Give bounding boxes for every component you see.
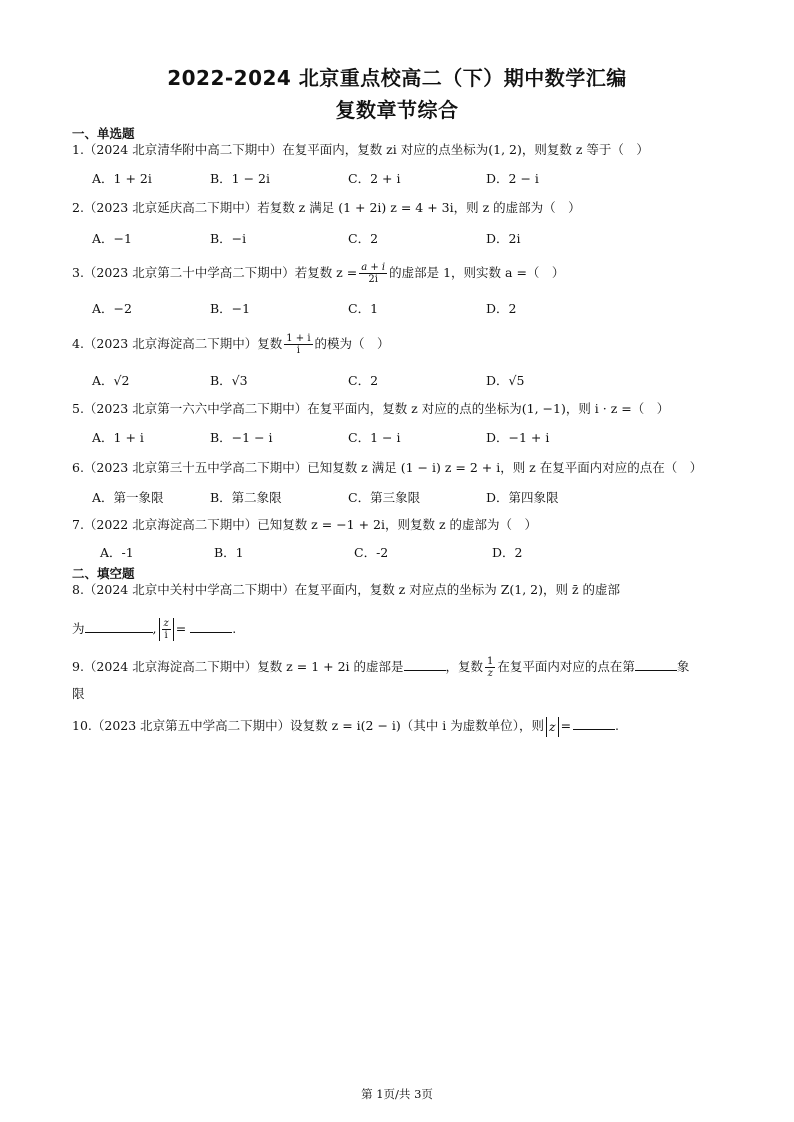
question-2-option-a: A．−1 bbox=[92, 231, 132, 246]
document-subtitle: 复数章节综合 bbox=[335, 98, 459, 122]
question-1-option-d: D．2 − i bbox=[486, 171, 539, 186]
question-3-stem bbox=[72, 262, 732, 285]
page-footer: 第 1页/共 3页 bbox=[361, 1087, 433, 1101]
question-5-option-b: B．−1 − i bbox=[210, 430, 273, 445]
question-2-stem: 2.（2023 北京延庆高二下期中）若复数 z 满足 (1 + 2i) z = 4 + 3i，则 z 的虚部为（ ） bbox=[72, 200, 581, 215]
question-9-stem-mid-post: 在复平面内对应的点在第 bbox=[497, 659, 635, 674]
question-7-option-d: D．2 bbox=[492, 545, 523, 560]
question-4-fraction-numerator: 1 + i bbox=[286, 333, 311, 344]
question-1-stem: 1.（2024 北京清华附中高二下期中）在复平面内，复数 zi 对应的点坐标为(1, 2)，则复数 z 等于（ ） bbox=[72, 142, 649, 157]
question-3-fraction-numerator: a + i bbox=[361, 262, 386, 273]
question-4-fraction-denominator: i bbox=[296, 345, 300, 356]
document-title: 2022-2024 北京重点校高二（下）期中数学汇编 bbox=[167, 66, 627, 90]
question-4-option-a: A．√2 bbox=[92, 373, 130, 388]
question-4-option-c: C．2 bbox=[348, 373, 379, 388]
question-5-option-a: A．1 + i bbox=[92, 430, 144, 445]
question-1-option-c: C．2 + i bbox=[348, 171, 401, 186]
question-4-option-b: B．√3 bbox=[210, 373, 248, 388]
question-8-line2-pre: 为 bbox=[72, 621, 85, 636]
question-9-fraction bbox=[485, 656, 495, 679]
question-8-answer-blank-2[interactable] bbox=[190, 618, 232, 633]
question-3-option-d: D．2 bbox=[486, 301, 517, 316]
question-6-option-c: C．第三象限 bbox=[348, 490, 421, 505]
question-1-option-a: A．1 + 2i bbox=[92, 171, 152, 186]
question-4-option-d: D．√5 bbox=[486, 373, 525, 388]
question-10-stem bbox=[72, 715, 732, 737]
question-7-stem: 7.（2022 北京海淀高二下期中）已知复数 z = −1 + 2i，则复数 z 的虚部为（ ） bbox=[72, 517, 538, 532]
question-7-option-a: A．-1 bbox=[100, 545, 134, 560]
question-8-abs-fraction bbox=[162, 618, 171, 641]
question-10-answer-blank[interactable] bbox=[573, 715, 615, 730]
question-2-option-c: C．2 bbox=[348, 231, 379, 246]
question-9-stem-mid-pre: ，复数 bbox=[445, 659, 484, 674]
question-5-option-d: D．−1 + i bbox=[486, 430, 550, 445]
question-8-stem: 8.（2024 北京中关村中学高二下期中）在复平面内，复数 z 对应点的坐标为 Z(1, 2)，则 z̄ 的虚部 bbox=[72, 582, 621, 597]
question-9-fraction-numerator: 1 bbox=[487, 656, 494, 667]
question-8-equals: = bbox=[175, 621, 187, 636]
question-8-line2-end: . bbox=[232, 621, 237, 636]
question-10-stem-end: . bbox=[615, 718, 620, 733]
question-8-abs bbox=[159, 618, 174, 641]
question-5-stem: 5.（2023 北京第一六六中学高二下期中）在复平面内，复数 z 对应的点的坐标为(1, −1)，则 i · z =（ ） bbox=[72, 401, 670, 416]
question-2-option-b: B．−i bbox=[210, 231, 247, 246]
question-3-stem-pre: 3.（2023 北京第二十中学高二下期中）若复数 z = bbox=[72, 265, 358, 280]
question-4-stem-post: 的模为（ ） bbox=[314, 336, 390, 351]
question-10-abs: z bbox=[546, 717, 559, 737]
question-6-option-a: A．第一象限 bbox=[92, 490, 164, 505]
question-7-option-b: B．1 bbox=[214, 545, 244, 560]
question-3-fraction-denominator: 2i bbox=[368, 274, 378, 285]
question-9-line2: 限 bbox=[72, 686, 85, 701]
question-4-stem-pre: 4.（2023 北京海淀高二下期中）复数 bbox=[72, 336, 283, 351]
question-8-abs-numerator: z bbox=[163, 618, 169, 629]
question-8-line2: 为 , $\frac{z}{i}$ = . bbox=[72, 618, 237, 641]
question-2-option-d: D．2i bbox=[486, 231, 521, 246]
question-9-stem-pre: 9.（2024 北京海淀高二下期中）复数 z = 1 + 2i 的虚部是 bbox=[72, 659, 404, 674]
question-6-option-b: B．第二象限 bbox=[210, 490, 282, 505]
question-8-abs-denominator: i bbox=[164, 630, 168, 641]
question-3-option-b: B．−1 bbox=[210, 301, 251, 316]
question-9-answer-blank-1[interactable] bbox=[404, 656, 446, 671]
section-heading-fill-in: 二、填空题 bbox=[72, 566, 135, 581]
question-4-fraction bbox=[284, 333, 312, 356]
question-3-fraction bbox=[359, 262, 387, 285]
section-heading-single-choice: 一、单选题 bbox=[72, 126, 135, 141]
question-9-stem bbox=[72, 656, 732, 679]
question-10-stem-pre: 10.（2023 北京第五中学高二下期中）设复数 z = i(2 − i)（其中 i 为虚数单位），则 bbox=[72, 718, 544, 733]
question-4-stem bbox=[72, 333, 732, 356]
question-5-option-c: C．1 − i bbox=[348, 430, 401, 445]
question-7-option-c: C．-2 bbox=[354, 545, 389, 560]
question-10-equals: = bbox=[560, 718, 572, 733]
question-3-stem-post: 的虚部是 1，则实数 a =（ ） bbox=[389, 265, 565, 280]
question-9-fraction-denominator: z bbox=[487, 668, 493, 679]
question-6-option-d: D．第四象限 bbox=[486, 490, 559, 505]
question-9-answer-blank-2[interactable] bbox=[635, 656, 677, 671]
question-3-option-c: C．1 bbox=[348, 301, 379, 316]
question-1-option-b: B．1 − 2i bbox=[210, 171, 271, 186]
question-9-stem-end: 象 bbox=[676, 659, 690, 674]
question-3-option-a: A．−2 bbox=[92, 301, 132, 316]
question-6-stem: 6.（2023 北京第三十五中学高二下期中）已知复数 z 满足 (1 − i) z = 2 + i，则 z 在复平面内对应的点在（ ） bbox=[72, 460, 703, 475]
question-8-answer-blank-1[interactable] bbox=[85, 618, 153, 633]
